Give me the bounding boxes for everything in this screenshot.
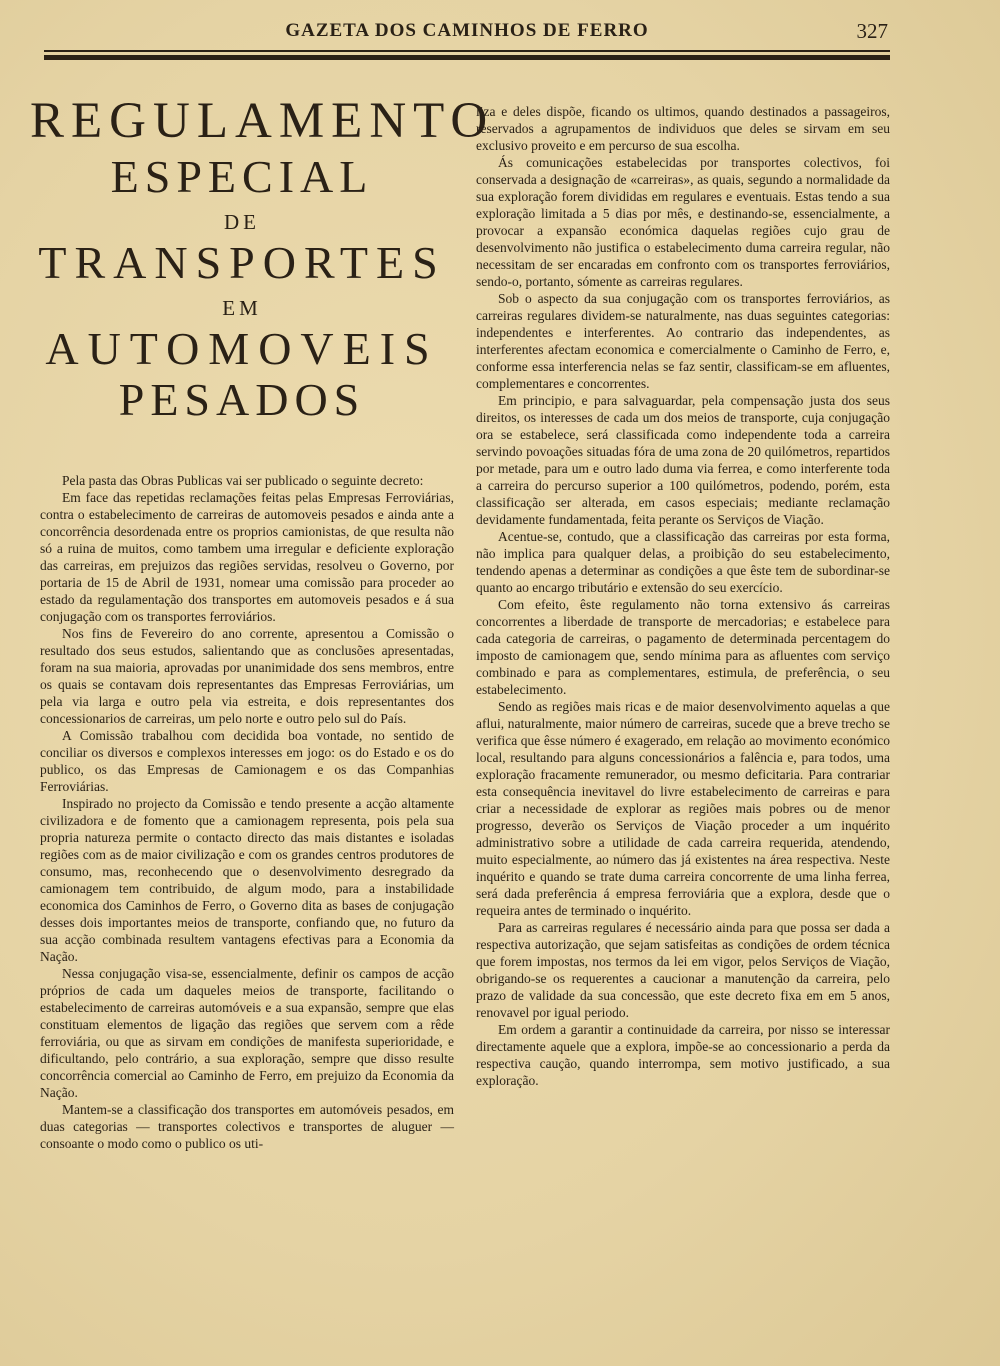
- right-paragraph: liza e deles dispõe, ficando os ultimos, quando destinados a passageiros, reservados a agrupamentos de individuos que deles se sirvam em seu exclusivo proveito e em percurso de sua escolha.: [476, 104, 890, 153]
- left-paragraph: Nos fins de Fevereiro do ano corrente, apresentou a Comissão o resultado dos seus estudos, salientando que as conclusões apresentadas, foram na sua maioria, aprovadas por unanimidade dos sens membros, entre os quais se contavam dois representantes das Empresas Ferroviárias, um pela via larga e outro pela via estreita, e dois representantes dos concessionarios de carreiras, um pelo norte e outro pelo sul do País.: [40, 625, 454, 726]
- publication-title: GAZETA DOS CAMINHOS DE FERRO: [285, 20, 649, 41]
- right-paragraph: Em principio, e para salvaguardar, pela compensação justa dos seus direitos, os interesses de cada um dos meios de transporte, cuja conjugação ora se estabelece, será classificada como independente toda a carreira servindo povoações situadas fóra de uma zona de 20 quilómetros, repartidos por metade, para um e outro lado duma via ferrea, e como interferente toda a carreira do percurso superior a 100 quilómetros, podendo, porém, esta classificação ser alterada, em casos especiais; mediante reclamação devidamente fundamentada, feita perante os Serviços de Viação.: [476, 393, 890, 527]
- left-column: [30, 93, 495, 1152]
- article-headline: [30, 93, 495, 425]
- right-column: [476, 103, 890, 1089]
- headline-line-7: PESADOS: [118, 373, 366, 425]
- left-paragraph: Mantem-se a classificação dos transportes em automóveis pesados, em duas categorias — transportes colectivos e transportes de aluguer — consoante o modo como o publico os uti-: [40, 1101, 454, 1151]
- left-paragraph: A Comissão trabalhou com decidida boa vontade, no sentido de conciliar os diversos e complexos interesses em jogo: os do Estado e os do publico, os das Empresas de Camionagem e os das Companhias Ferroviárias.: [40, 727, 454, 794]
- right-paragraph: Sob o aspecto da sua conjugação com os transportes ferroviários, as carreiras regulares dividem-se naturalmente, nas duas seguintes categorias: independentes e interferentes. Ao contrario das independentes, as interferentes afectam economica e comercialmente o Caminho de Ferro, e, conforme essa interferencia nelas se faz sentir, classificam-se em afluentes, complementares e concorrentes.: [476, 291, 890, 391]
- right-paragraph: Em ordem a garantir a continuidade da carreira, por nisso se interessar directamente aquele que a explora, impõe-se ao concessionario a perda da respectiva caução, quando interrompa, sem motivo justificado, a sua exploração.: [476, 1022, 890, 1088]
- headline-line-1: REGULAMENTO: [30, 93, 495, 149]
- left-paragraph: Nessa conjugação visa-se, essencialmente, definir os campos de acção próprios de cada um daqueles meios de transporte, facilitando o estabelecimento de carreiras automóveis e a sua expansão, sempre que elas constituam elementos de ligação das regiões que servem com a rêde ferroviária, ou que as sirvam em condições de manifesta superioridade, e dificultando, pelo contrário, a sua exploração, sempre que disso resulte concorrência comercial ao Caminho de Ferro, em prejuizo da Economia da Nação.: [40, 965, 454, 1100]
- headline-line-5: EM: [222, 296, 262, 321]
- left-paragraph: Pela pasta das Obras Publicas vai ser publicado o seguinte decreto:: [62, 472, 424, 488]
- headline-line-4: TRANSPORTES: [38, 236, 446, 288]
- right-paragraph: Sendo as regiões mais ricas e de maior desenvolvimento aquelas a que aflui, naturalmente, maior número de carreiras, sucede que a breve trecho se verifica que êsse número é exagerado, em relação ao movimento económico local, resultando para alguns concessionários a falência e, para todos, uma exploração fracamente remunerador, ou mesmo deficitaria. Para contrariar esta consequência inevitavel do livre estabelecimento de carreiras e para criar a necessidade de explorar as regiões mais pobres ou de menor progresso, deverão os Serviços de Viação proceder a um inquérito administrativo sobre a utilidade de cada carreira requerida, atendendo, muito especialmente, ao número das já existentes na área respectiva. Neste inquérito e quando se trate duma carreira concorrente de uma linha ferrea, será dada preferência á empresa ferroviária que a explora, desde que o requeira antes de terminado o inquérito.: [476, 699, 890, 918]
- running-header: [44, 18, 890, 46]
- right-paragraph: Ás comunicações estabelecidas por transportes colectivos, foi conservada a designação de «carreiras», as quais, segundo a normalidade da sua exploração forem divididas em regulares e eventuais. Estas tendo a sua exploração limitada a 5 dias por mês, e destinando-se, essencialmente, a provocar a expansão económica daquelas regiões cujo grau de desenvolvimento não justifica o estabelecimento duma carreira regular, não necessitam de ser encaradas em confronto com os transportes ferroviários, sendo-o, portanto, sómente as carreiras regulares.: [476, 155, 890, 289]
- headline-line-6: AUTOMOVEIS: [45, 323, 439, 375]
- left-paragraph: Em face das repetidas reclamações feitas pelas Empresas Ferroviárias, contra o estabelecimento de carreiras de automoveis pesados e ainda ante a concorrência desordenada entre os proprios camionistas, de que resulta não só a ruina de muitos, como tambem uma irregular e deficiente exploração das carreiras, em prejuizos das regiões servidas, resolveu o Governo, por portaria de 15 de Abril de 1931, nomear uma comissão para proceder ao estado da regulamentação dos transportes em automoveis pesados e á sua conjugação com os transportes ferroviários.: [40, 489, 454, 624]
- left-paragraph: Inspirado no projecto da Comissão e tendo presente a acção altamente civilizadora e de fomento que a camionagem representa, pois pela sua propria natureza permite o contacto directo das mais distantes e isoladas regiões com as de maior civilização e com os grandes centros produtores de consumo, mas, reconhecendo que o desenvolvimento desregrado da camionagem tem contribuido, de algum modo, para a instabilidade economica dos Caminhos de Ferro, o Governo dita as bases de conjugação desses dois importantes meios de transporte, confiando que, no futuro da sua acção combinada resultem vantagens efectivas para a Economia da Nação.: [40, 795, 454, 964]
- right-paragraph: Com efeito, êste regulamento não torna extensivo ás carreiras concorrentes a liberdade de transporte de mercadorias; e estabelece para cada categoria de carreiras, o pagamento de determinada percentagem do imposto de camionagem que, sendo mínima para as afluentes com serviço combinado e para as complementares, estimula, de preferência, o seu estabelecimento.: [476, 597, 890, 697]
- headline-line-2: ESPECIAL: [110, 150, 374, 202]
- right-paragraph: Acentue-se, contudo, que a classificação das carreiras por esta forma, não implica para qualquer delas, a proibição do seu estabelecimento, tendendo apenas a determinar as condições a que êste tem de subordinar-se quanto ao encargo tributário e extensão do seu exercício.: [476, 529, 890, 595]
- right-paragraph: Para as carreiras regulares é necessário ainda para que possa ser dada a respectiva autorização, que sejam satisfeitas as condições de ordem técnica que forem impostas, nos termos da lei em vigor, pelos Serviços de Viação, obrigando-se os requerentes a caucionar a manutenção da carreira, pelo prazo de validade da sua concessão, que este decreto fixa em em 5 anos, renovavel por igual periodo.: [476, 920, 890, 1020]
- headline-line-3: DE: [224, 209, 260, 234]
- header-rule-thick: [44, 55, 890, 60]
- header-rule-thin: [44, 50, 890, 52]
- page-number: 327: [856, 19, 888, 43]
